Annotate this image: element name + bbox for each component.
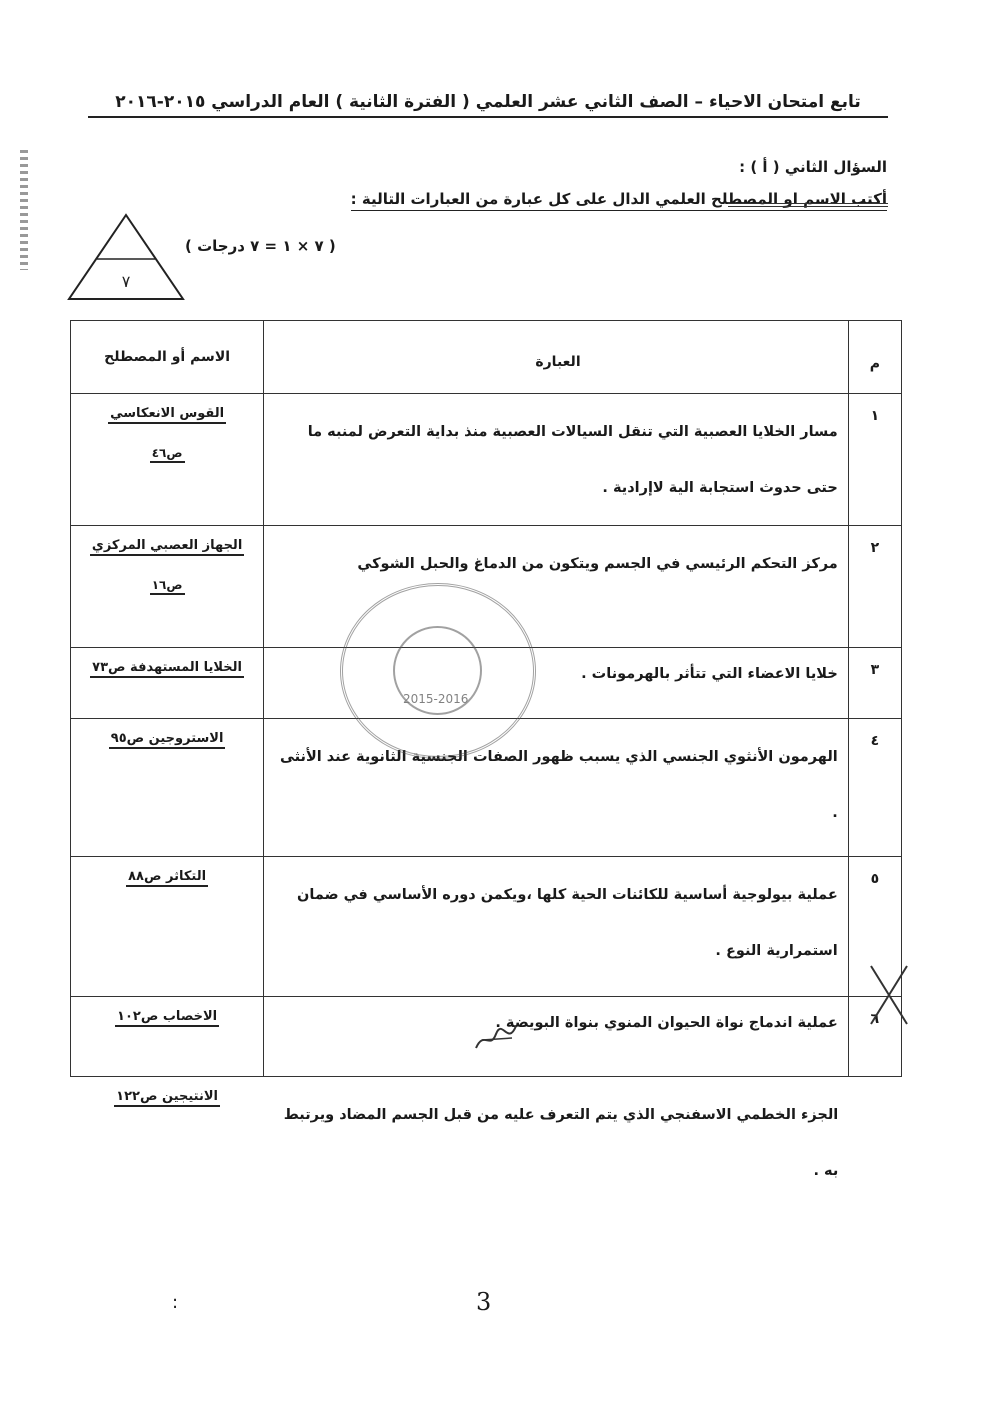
row-term: الانتيجين ص١٢٢: [114, 1089, 220, 1107]
row-statement: عملية بيولوجية أساسية للكائنات الحية كلها ،ويكمن دوره الأساسي في ضمان استمرارية النوع .: [264, 857, 849, 997]
row-term: التكاثر ص٨٨: [126, 869, 208, 887]
row-term-cell: [71, 997, 264, 1077]
row-term: القوس الانعكاسي: [108, 406, 226, 424]
question-heading: السؤال الثاني ( أ ) :: [739, 158, 887, 176]
row-number: [848, 1077, 901, 1200]
table-header-row: [71, 321, 902, 394]
header-term: الاسم أو المصطلح: [71, 321, 264, 394]
row-number: ٢: [848, 526, 901, 648]
dashed-line-decoration: [728, 203, 888, 207]
table-row: [71, 1077, 902, 1200]
exam-header-title: تابع امتحان الاحياء – الصف الثاني عشر العلمي ( الفترة الثانية ) العام الدراسي ٢٠١٥-٢٠١٦: [88, 92, 888, 118]
row-term: الاخصاب ص١٠٢: [115, 1009, 219, 1027]
row-statement: عملية اندماج نواة الحيوان المنوي بنواة البويضة .: [264, 997, 849, 1077]
row-statement: الهرمون الأنثوي الجنسي الذي يسبب ظهور الصفات الجنسية الثانوية عند الأنثى .: [264, 719, 849, 857]
cross-mark-icon: [865, 960, 913, 1030]
official-stamp: [340, 583, 536, 759]
row-statement: خلايا الاعضاء التي تتأثر بالهرمونات .: [264, 648, 849, 719]
row-term-cell: [71, 394, 264, 526]
answers-table: [70, 320, 902, 1199]
row-term: الاستروجين ص٩٥: [109, 731, 226, 749]
row-statement: مسار الخلايا العصبية التي تنقل السيالات العصبية منذ بداية التعرض لمنبه ما حتى حدوث استجابة الية لاإرادية .: [264, 394, 849, 526]
header-statement: العبارة: [264, 321, 849, 394]
row-page-ref: ص٤٦: [150, 446, 185, 463]
header-number: م: [848, 321, 901, 394]
row-number: ١: [848, 394, 901, 526]
score-box-value: ٧: [121, 272, 131, 291]
stamp-year: 2015-2016: [403, 692, 469, 706]
row-number: ٤: [848, 719, 901, 857]
row-term-cell: [71, 1077, 264, 1200]
row-term: الجهاز العصبي المركزي: [90, 538, 244, 556]
page-number: 3: [476, 1288, 492, 1316]
row-term-cell: [71, 526, 264, 648]
row-number: ٥: [848, 857, 901, 997]
row-statement: الجزء الخطمي الاسفنجي الذي يتم التعرف عليه من قبل الجسم المضاد ويرتبط به .: [283, 1107, 839, 1179]
row-number: ٦: [848, 997, 901, 1077]
question-instruction: أكتب الاسم او المصطلح العلمي الدال على كل عبارة من العبارات التالية :: [351, 190, 887, 211]
row-statement: مركز التحكم الرئيسي في الجسم ويتكون من الدماغ والحبل الشوكي: [264, 526, 849, 648]
row-term-cell: [71, 857, 264, 997]
footer-colon: :: [172, 1292, 179, 1313]
row-number: ٣: [848, 648, 901, 719]
signature-icon: [472, 1020, 520, 1056]
row-page-ref: ص١٦: [150, 578, 185, 595]
table-row: [71, 394, 902, 526]
row-term: الخلايا المستهدفة ص٧٣: [90, 660, 244, 678]
score-triangle-icon: [67, 213, 185, 303]
table-row: [71, 857, 902, 997]
marks-allocation: ( ٧ × ١ = ٧ درجات ): [185, 237, 336, 255]
row-term-cell: [71, 648, 264, 719]
row-term-cell: [71, 719, 264, 857]
scan-edge-artifact: [20, 150, 28, 270]
